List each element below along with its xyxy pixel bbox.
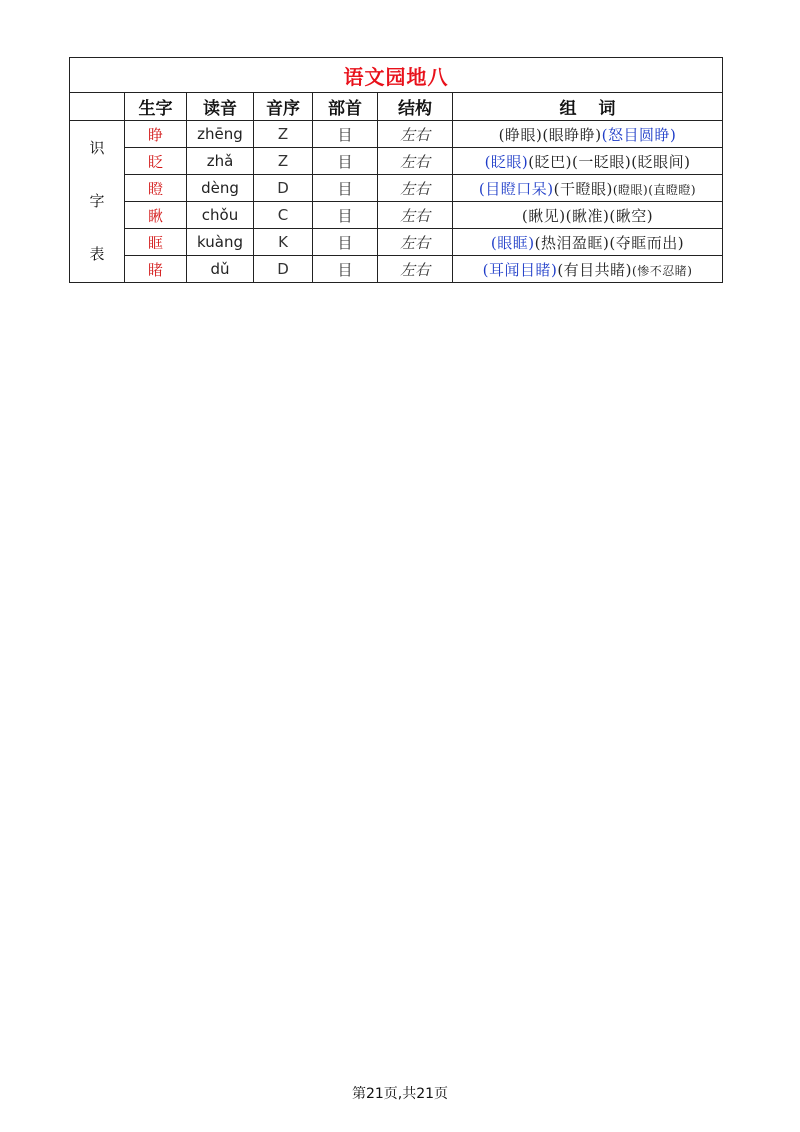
sound-order: Z — [254, 121, 313, 148]
word-item: (有目共睹) — [557, 260, 633, 279]
structure: 左右 — [378, 175, 453, 202]
title-row — [70, 58, 723, 93]
word-item: (睁眼) — [498, 125, 543, 144]
pinyin: dǔ — [187, 256, 254, 283]
table-row — [70, 121, 723, 148]
page-footer: 第21页,共21页 — [351, 1086, 449, 1102]
new-char: 瞅 — [125, 202, 187, 229]
sound-order: D — [254, 256, 313, 283]
structure: 左右 — [378, 148, 453, 175]
sound-order: C — [254, 202, 313, 229]
table-row — [70, 256, 723, 283]
word-item: (目瞪口呆) — [478, 179, 554, 198]
table-row — [70, 229, 723, 256]
structure: 左右 — [378, 121, 453, 148]
word-item: (瞅准) — [565, 206, 610, 225]
header-structure: 结构 — [378, 93, 453, 121]
new-char: 眨 — [125, 148, 187, 175]
pinyin: chǒu — [187, 202, 254, 229]
structure: 左右 — [378, 202, 453, 229]
side-label-char: 表 — [89, 245, 105, 264]
word-item: (眨眼) — [484, 152, 529, 171]
sound-order: D — [254, 175, 313, 202]
sound-order: Z — [254, 148, 313, 175]
word-item: (眼睁睁) — [542, 125, 602, 144]
word-item: (瞪眼) — [612, 182, 649, 197]
word-list — [453, 202, 723, 229]
word-item: (眨巴) — [528, 152, 572, 171]
structure: 左右 — [378, 229, 453, 256]
word-item: (夺眶而出) — [609, 233, 685, 252]
header-char: 生字 — [125, 93, 187, 121]
table-row — [70, 175, 723, 202]
literacy-table — [69, 57, 723, 283]
word-item: (眼眶) — [490, 233, 535, 252]
radical: 目 — [313, 256, 378, 283]
radical: 目 — [313, 229, 378, 256]
header-words: 组词 — [453, 93, 723, 121]
page-title: 语文园地八 — [70, 58, 723, 93]
radical: 目 — [313, 148, 378, 175]
pinyin: zhǎ — [187, 148, 254, 175]
word-list — [453, 256, 723, 283]
word-list — [453, 175, 723, 202]
word-item: (耳闻目睹) — [482, 260, 558, 279]
word-item: (眨眼间) — [631, 152, 691, 171]
header-pinyin: 读音 — [187, 93, 254, 121]
word-item: (一眨眼) — [572, 152, 632, 171]
pinyin: kuàng — [187, 229, 254, 256]
word-item: (热泪盈眶) — [534, 233, 610, 252]
word-item: (干瞪眼) — [553, 179, 613, 198]
header-order: 音序 — [254, 93, 313, 121]
radical: 目 — [313, 175, 378, 202]
word-list — [453, 229, 723, 256]
word-item: (瞅见) — [521, 206, 566, 225]
new-char: 瞪 — [125, 175, 187, 202]
new-char: 睁 — [125, 121, 187, 148]
side-label-char: 识 — [89, 138, 105, 157]
header-blank — [70, 93, 125, 121]
radical: 目 — [313, 202, 378, 229]
new-char: 眶 — [125, 229, 187, 256]
side-label — [70, 121, 125, 283]
structure: 左右 — [378, 256, 453, 283]
pinyin: dèng — [187, 175, 254, 202]
word-item: (怒目圆睁) — [601, 125, 677, 144]
header-radical: 部首 — [313, 93, 378, 121]
word-item: (惨不忍睹) — [632, 263, 693, 278]
new-char: 睹 — [125, 256, 187, 283]
table-row — [70, 148, 723, 175]
word-list — [453, 121, 723, 148]
word-item: (瞅空) — [609, 206, 654, 225]
table-row — [70, 202, 723, 229]
header-row — [70, 93, 723, 121]
radical: 目 — [313, 121, 378, 148]
pinyin: zhēng — [187, 121, 254, 148]
side-label-char: 字 — [89, 191, 105, 210]
side-label-stack — [70, 122, 124, 282]
word-item: (直瞪瞪) — [648, 182, 697, 197]
sound-order: K — [254, 229, 313, 256]
word-list — [453, 148, 723, 175]
